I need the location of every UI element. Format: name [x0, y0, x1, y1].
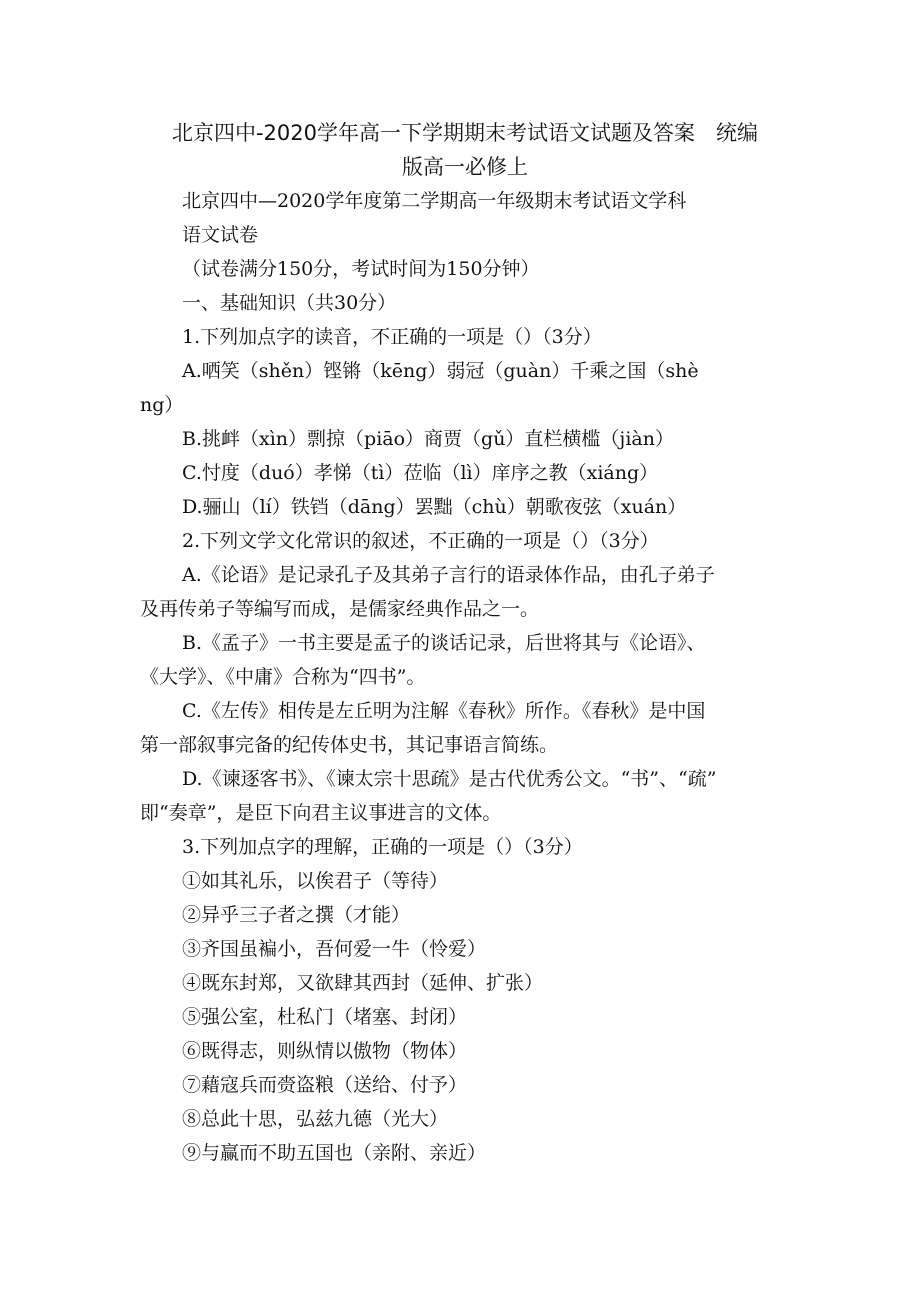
question-1-option-b: B.挑衅（xìn）剽掠（piāo）商贾（gǔ）直栏横槛（jiàn）	[182, 428, 674, 450]
question-2-option-d-continued: 即“奏章”，是臣下向君主议事进言的文体。	[140, 802, 502, 824]
question-3-item: ②异乎三子者之撰（才能）	[182, 904, 411, 926]
question-3-stem: 3.下列加点字的理解，正确的一项是（）（3分）	[182, 836, 583, 858]
question-2-option-a: A.《论语》是记录孔子及其弟子言行的语录体作品，由孔子弟子	[182, 564, 715, 586]
question-1-option-d: D.骊山（lí）铁铛（dāng）罢黜（chù）朝歌夜弦（xuán）	[182, 496, 687, 518]
question-3-item: ⑨与赢而不助五国也（亲附、亲近）	[182, 1142, 487, 1164]
question-2-option-a-continued: 及再传弟子等编写而成，是儒家经典作品之一。	[140, 598, 540, 620]
exam-note: （试卷满分150分，考试时间为150分钟）	[182, 258, 540, 280]
question-3-item: ④既东封郑，又欲肆其西封（延伸、扩张）	[182, 972, 544, 994]
document-title-line-2: 版高一必修上	[402, 155, 528, 179]
question-1-option-c: C.忖度（duó）孝悌（tì）莅临（lì）庠序之教（xiáng）	[182, 462, 659, 484]
exam-subtitle: 北京四中—2020学年度第二学期高一年级期末考试语文学科	[182, 190, 687, 212]
section-heading: 一、基础知识（共30分）	[182, 292, 397, 314]
question-1-option-a: A.哂笑（shěn）铿锵（kēng）弱冠（guàn）千乘之国（shè	[182, 360, 699, 382]
question-3-item: ⑥既得志，则纵情以傲物（物体）	[182, 1040, 468, 1062]
question-2-option-c: C.《左传》相传是左丘明为注解《春秋》所作。《春秋》是中国	[182, 700, 706, 722]
question-3-item: ⑦藉寇兵而赍盗粮（送给、付予）	[182, 1074, 468, 1096]
document-title-line-1: 北京四中-2020学年高一下学期期末考试语文试题及答案 统编	[171, 121, 759, 145]
question-1-option-a-continued: ng）	[140, 394, 184, 416]
paper-name: 语文试卷	[182, 224, 259, 246]
question-2-stem: 2.下列文学文化常识的叙述，不正确的一项是（）（3分）	[182, 530, 659, 552]
question-3-item: ①如其礼乐，以俟君子（等待）	[182, 870, 449, 892]
question-1-stem: 1.下列加点字的读音，不正确的一项是（）（3分）	[182, 326, 602, 348]
question-3-item: ⑧总此十思，弘兹九德（光大）	[182, 1108, 449, 1130]
question-2-option-b-continued: 《大学》、《中庸》合称为“四书”。	[140, 666, 426, 688]
question-3-item: ⑤强公室，杜私门（堵塞、封闭）	[182, 1006, 468, 1028]
question-2-option-c-continued: 第一部叙事完备的纪传体史书，其记事语言简练。	[140, 734, 559, 756]
question-3-item: ③齐国虽褊小，吾何爱一牛（怜爱）	[182, 938, 487, 960]
question-2-option-d: D.《谏逐客书》、《谏太宗十思疏》是古代优秀公文。“书”、“疏”	[182, 768, 717, 790]
question-2-option-b: B.《孟子》一书主要是孟子的谈话记录，后世将其与《论语》、	[182, 632, 706, 654]
